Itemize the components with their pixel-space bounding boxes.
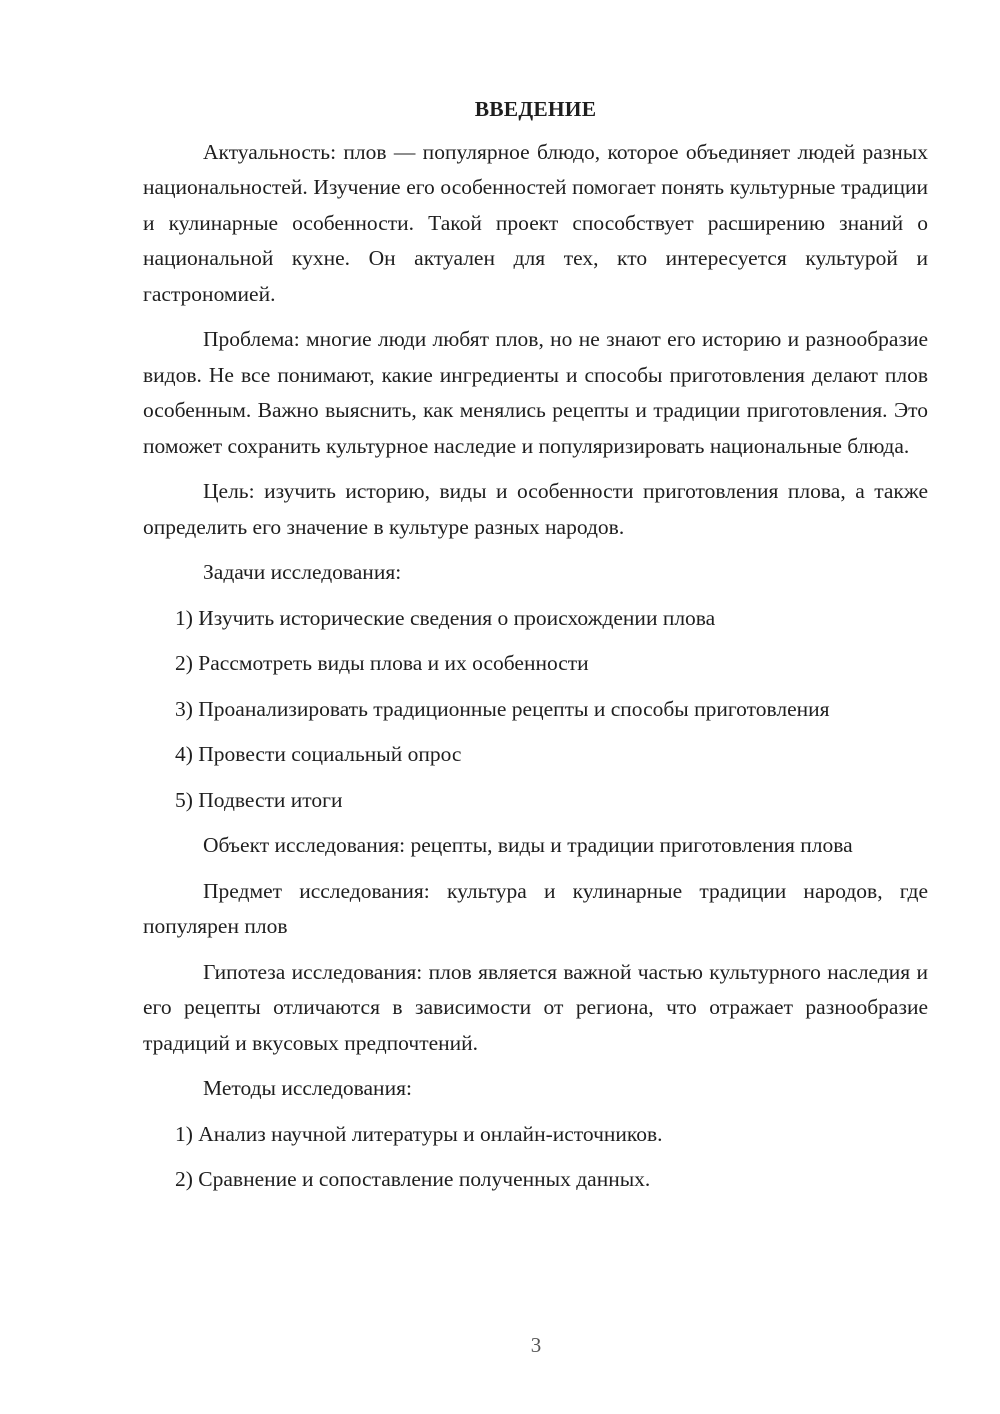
task-item: 2) Рассмотреть виды плова и их особенности <box>175 651 589 675</box>
page-number: 3 <box>530 1333 542 1357</box>
methods-list <box>143 1117 928 1198</box>
tasks-heading: Задачи исследования: <box>203 560 402 584</box>
object-paragraph: Объект исследования: рецепты, виды и традиции приготовления плова <box>203 833 853 857</box>
document-page <box>143 92 928 1208</box>
method-item: 1) Анализ научной литературы и онлайн-источников. <box>175 1121 663 1146</box>
task-item: 3) Проанализировать традиционные рецепты и способы приготовления <box>175 696 830 721</box>
task-item: 4) Провести социальный опрос <box>175 742 462 766</box>
task-item: 5) Подвести итоги <box>175 787 343 812</box>
section-title: ВВЕДЕНИЕ <box>474 97 597 121</box>
subject-paragraph: Предмет исследования: культура и кулинарные традиции народов, где популярен плов <box>143 878 928 938</box>
goal-paragraph: Цель: изучить историю, виды и особенности приготовления плова, а также определить его значение в культуре разных народов. <box>143 479 928 539</box>
problem-paragraph: Проблема: многие люди любят плов, но не знают его историю и разнообразие видов. Не все понимают, какие ингредиенты и способы приготовления делают плов особенным. Важно выяснить, как менялись рецепты и традиции приготовления. Это поможет сохранить культурное наследие и популяризировать национальные блюда. <box>143 327 928 458</box>
hypothesis-paragraph: Гипотеза исследования: плов является важной частью культурного наследия и его рецепты отличаются в зависимости от региона, что отражает разнообразие традиций и вкусовых предпочтений. <box>143 959 928 1055</box>
methods-heading: Методы исследования: <box>203 1076 412 1100</box>
method-item: 2) Сравнение и сопоставление полученных данных. <box>175 1167 651 1191</box>
task-item: 1) Изучить исторические сведения о происхождении плова <box>175 605 716 630</box>
tasks-list <box>143 601 928 819</box>
relevance-paragraph: Актуальность: плов — популярное блюдо, которое объединяет людей разных национальностей. Изучение его особенностей помогает понять культурные традиции и кулинарные особенности. Такой проект способствует расширению знаний о национальной кухне. Он актуален для тех, кто интересуется культурой и гастрономией. <box>143 139 928 306</box>
